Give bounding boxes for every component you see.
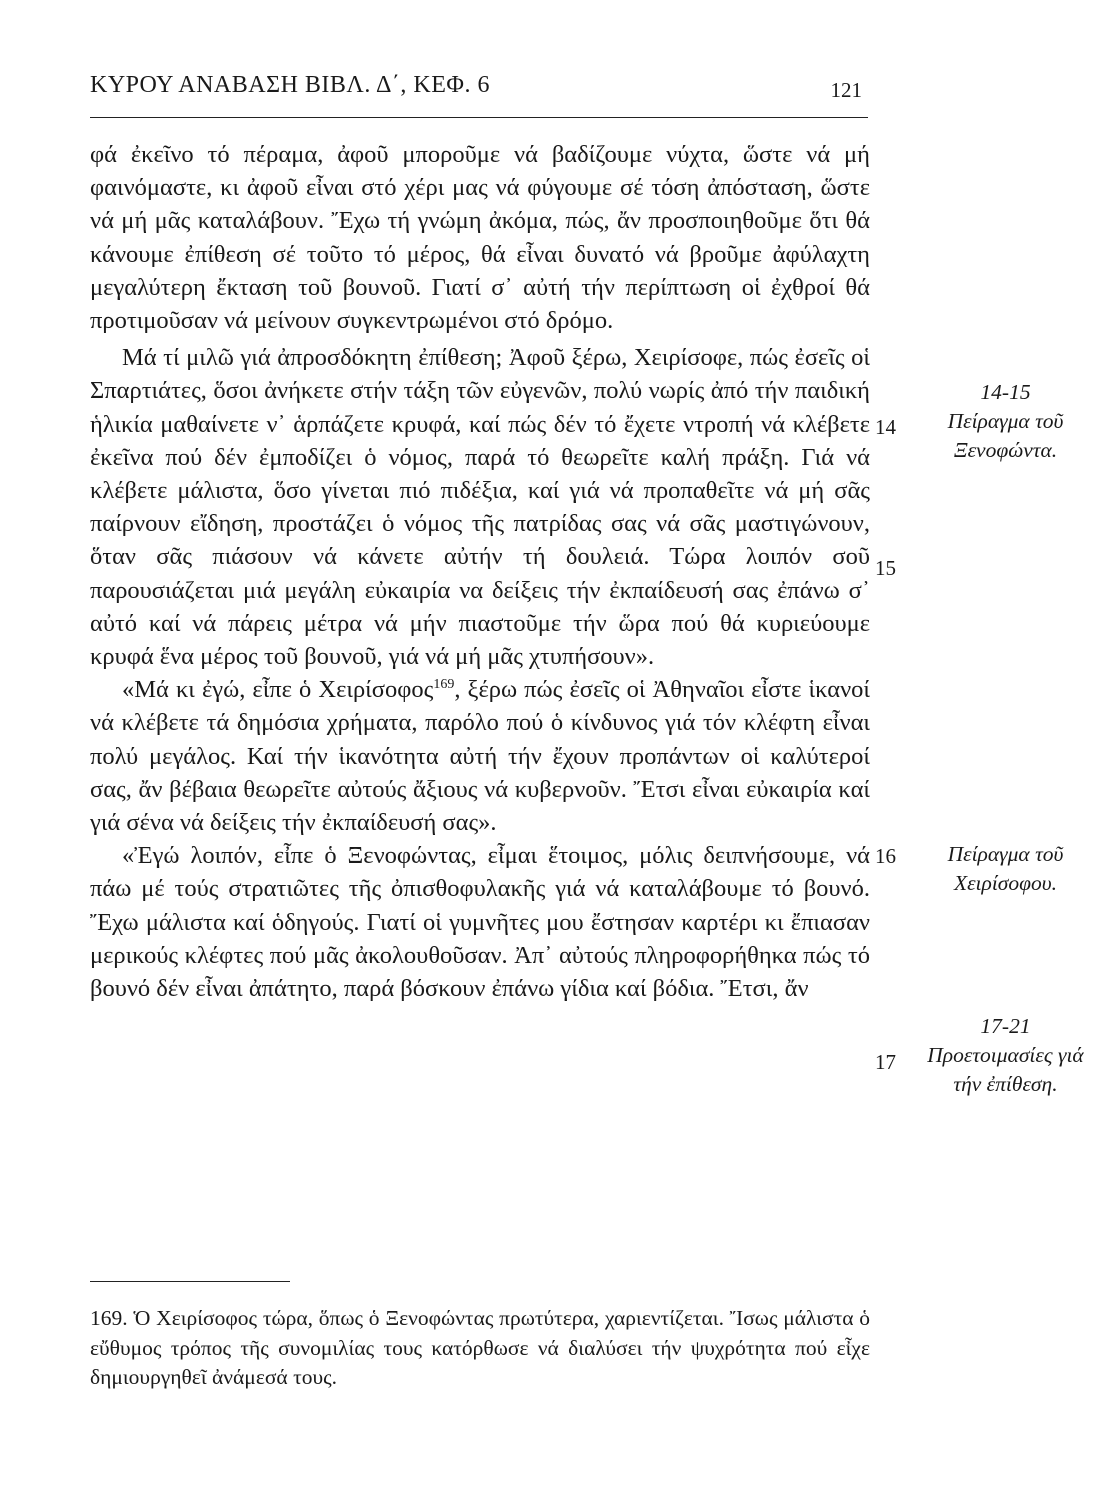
footnote-reference[interactable]: 169 [433,677,455,693]
paragraph-section-14: Μά τί μιλῶ γιά ἀπροσδόκητη ἐπίθεση; Ἀφοῦ ξέρω, Χειρίσοφε, πώς ἐσεῖς οἱ Σπαρτιάτες, ὅσοι ἀνήκετε στήν τάξη τῶν εὐγενῶν, πολύ νωρίς ἀπό τήν παιδική ἡλικία μαθαίνετε ν᾽ ἁρπάζετε κρυφά, καί πώς δέν τό ἔχετε ντροπή νά κλέβετε ἐκεῖνα πού δέν ἐμποδίζει ὁ νόμος, παρά τό θεωρεῖτε καλή πράξη. Γιά νά κλέβετε μάλιστα, ὅσο γίνεται πιό πιδέξια, καί γιά νά προπαθεῖτε νά μή σᾶς παίρνουν εἴδηση, προστάζει ὁ νόμος τῆς πατρίδας σας νά σᾶς μαστιγώνουν, ὅταν σᾶς πιάσουν νά κάνετε αὐτήν τή δουλειά. Τώρα λοιπόν σοῦ παρουσιάζεται μιά μεγάλη εὐκαιρία να δείξεις τήν ἐκπαίδευσή σας ἐπάνω σ᾽ αὐτό καί νά πάρεις μέτρα νά μήν πιαστοῦμε τήν ὥρα πού θά κυριεύουμε κρυφά ἕνα μέρος τοῦ βουνοῦ, γιά νά μή μᾶς χτυπήσουν». [90,344,870,671]
margin-note-16 [918,840,1093,898]
page-number: 121 [830,78,862,102]
margin-note-text: Προετοιμασίες γιά τήν ἐπίθεση. [927,1043,1084,1096]
running-header [90,72,870,112]
footnote [90,1304,870,1393]
margin-note-14-15 [918,378,1093,465]
paragraph-text-start: «Μά κι ἐγώ, εἶπε ὁ Χειρίσοφος [122,676,434,704]
margin-note-17-21 [918,1012,1093,1099]
paragraph-section-16 [90,673,870,839]
margin-note-range: 17-21 [980,1014,1031,1038]
section-number-14: 14 [875,415,896,439]
header-rule [90,117,868,118]
margin-note-text: Πείραγμα τοῦ Ξενοφώντα. [947,409,1064,462]
main-text [90,138,870,1005]
running-title: ΚΥΡΟΥ ΑΝΑΒΑΣΗ ΒΙΒΛ. Δ΄, ΚΕΦ. 6 [90,72,490,98]
margin-note-range: 14-15 [980,380,1031,404]
paragraph-section-17: «Ἐγώ λοιπόν, εἶπε ὁ Ξενοφώντας, εἶμαι ἕτοιμος, μόλις δειπνήσουμε, νά πάω μέ τούς στρατιῶτες τῆς ὀπισθοφυλακῆς γιά νά καταλάβουμε τό βουνό. Ἔχω μάλιστα καί ὁδηγούς. Γιατί οἱ γυμνῆτες μου ἔστησαν καρτέρι κι ἔπιασαν μερικούς κλέφτες πού μᾶς ἀκολουθοῦσαν. Ἀπ᾽ αὐτούς πληροφορήθηκα πώς τό βουνό δέν εἶναι ἀπάτητο, παρά βόσκουν ἐπάνω γίδια καί βόδια. Ἔτσι, ἄν [90,842,870,1003]
section-number-17: 17 [875,1050,896,1074]
section-number-16: 16 [875,844,896,868]
paragraph-continuation: φά ἐκεῖνο τό πέραμα, ἀφοῦ μποροῦμε νά βαδίζουμε νύχτα, ὥστε νά μή φαινόμαστε, κι ἀφοῦ εἶναι στό χέρι μας νά φύγουμε σέ τόση ἀπόσταση, ὥστε νά μή μᾶς καταλάβουν. Ἔχω τή γνώμη ἀκόμα, πώς, ἄν προσποιηθοῦμε ὅτι θά κάνουμε ἐπίθεση σέ τοῦτο τό μέρος, θά εἶναι δυνατό νά βροῦμε ἀφύλαχτη μεγαλύτερη ἔκταση τοῦ βουνοῦ. Γιατί σ᾽ αὐτή τήν περίπτωση οἱ ἐχθροί θά προτιμοῦσαν νά μείνουν συγκεντρωμένοι στό δρόμο. [90,141,870,335]
section-number-15: 15 [875,556,896,580]
paragraph-text-end: , ξέρω πώς ἐσεῖς οἱ Ἀθηναῖοι εἶστε ἱκανοί νά κλέβετε τά δημόσια χρήματα, παρόλο πού ὁ κίνδυνος γιά τόν κλέφτη εἶναι πολύ μεγάλος. Καί τήν ἱκανότητα αὐτή τήν ἔχουν προπάντων οἱ καλύτεροί σας, ἄν βέβαια θεωρεῖτε αὐτούς ἄξιους νά κυβερνοῦν. Ἔτσι εἶναι εὐκαιρία καί γιά σένα νά δείξεις τήν ἐκπαίδευσή σας». [90,676,870,837]
footnote-rule [90,1281,290,1282]
margin-note-text: Πείραγμα τοῦ Χειρίσοφου. [947,842,1064,895]
footnote-text: 169. Ὁ Χειρίσοφος τώρα, ὅπως ὁ Ξενοφώντας πρωτύτερα, χαριεντίζεται. Ἴσως μάλιστα ὁ εὔθυμος τρόπος τῆς συνομιλίας τους κατόρθωσε νά διαλύσει τήν ψυχρότητα πού εἶχε δημιουργηθεῖ ἀνάμεσά τους. [90,1306,870,1389]
